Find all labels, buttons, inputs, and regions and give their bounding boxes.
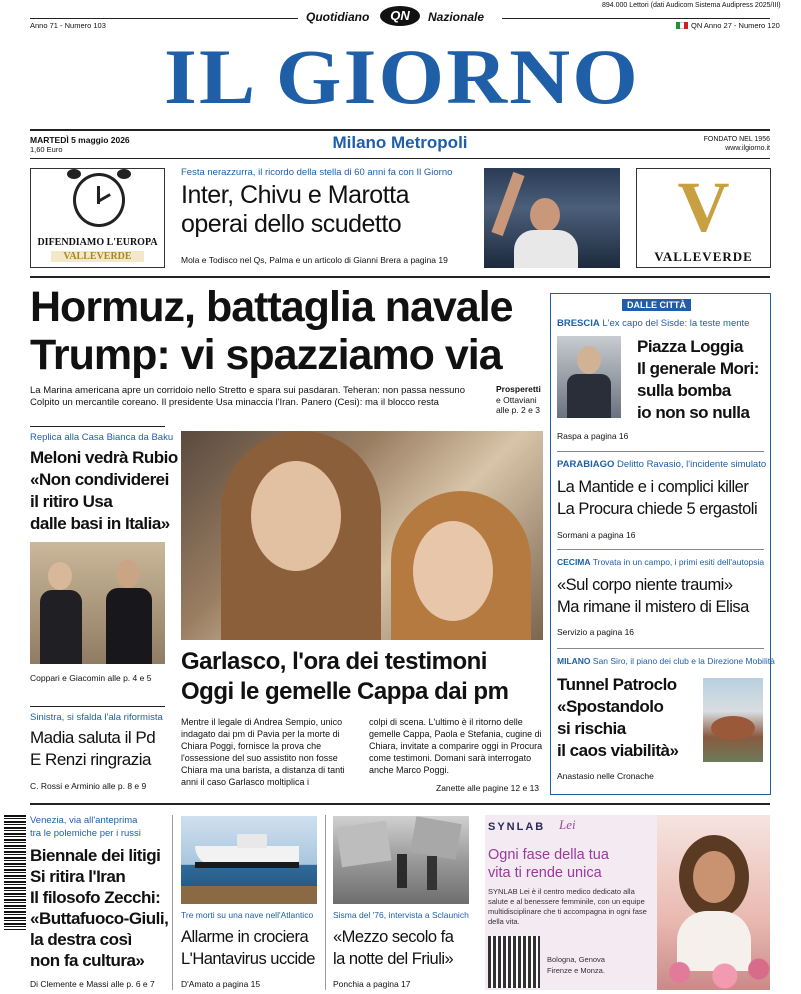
parabiago-place: PARABIAGO — [557, 459, 615, 470]
barcode — [4, 815, 26, 930]
crociera-headline-1[interactable]: Allarme in crociera — [181, 928, 309, 946]
san-siro-photo — [703, 678, 763, 762]
brescia-headline-3[interactable]: sulla bomba — [637, 381, 731, 400]
synlab-ad[interactable] — [485, 815, 770, 990]
milano-place: MILANO — [557, 656, 591, 666]
milano-headline-1[interactable]: Tunnel Patroclo — [557, 675, 677, 694]
cecima-kicker: Trovata in un campo, i primi esiti dell'autopsia — [592, 557, 765, 567]
top-story-credit: Mola e Todisco nel Qs, Palma e un articolo di Gianni Brera a pagina 19 — [181, 255, 448, 265]
qr-code[interactable] — [488, 936, 540, 988]
friuli-headline-2[interactable]: la notte del Friuli» — [333, 950, 454, 968]
synlab-headline-2: vita ti rende unica — [488, 865, 602, 881]
lead-summary-1: La Marina americana apre un corridoio nello Stretto e spara sui pasdaran. Teheran: non passa nessuno — [30, 385, 465, 396]
issue-number-left: Anno 71 - Numero 103 — [30, 21, 106, 30]
edition-name: Milano Metropoli — [332, 133, 468, 152]
city-box-label: DALLE CITTÀ — [622, 299, 691, 311]
meloni-headline-4[interactable]: dalle basi in Italia» — [30, 514, 170, 533]
milano-credit: Anastasio nelle Cronache — [557, 771, 654, 781]
garlasco-headline-1[interactable]: Garlasco, l'ora dei testimoni — [181, 648, 487, 675]
brescia-kicker: L'ex capo del Sisde: la teste mente — [602, 318, 750, 329]
synlab-headline-1: Ogni fase della tua — [488, 847, 609, 863]
garlasco-credit: Zanette alle pagine 12 e 13 — [436, 783, 540, 793]
top-story-headline-1[interactable]: Inter, Chivu e Marotta — [181, 181, 410, 209]
synlab-brand-script: Lei — [559, 817, 576, 832]
lead-headline-1[interactable]: Hormuz, battaglia navale — [30, 283, 513, 331]
meloni-photo — [30, 542, 165, 664]
website[interactable]: www.ilgiorno.it — [725, 145, 770, 152]
madia-headline-2[interactable]: E Renzi ringrazia — [30, 750, 151, 769]
meloni-headline-1[interactable]: Meloni vedrà Rubio — [30, 448, 178, 467]
qn-label-right: Nazionale — [428, 10, 485, 24]
milano-headline-4[interactable]: il caos viabilità» — [557, 741, 679, 760]
venezia-headline-5[interactable]: la destra così — [30, 930, 132, 949]
cappa-twins-photo — [181, 431, 543, 640]
synlab-woman-photo — [657, 815, 770, 990]
parabiago-credit: Sormani a pagina 16 — [557, 530, 636, 540]
founded-text: FONDATO NEL 1956 — [703, 136, 770, 143]
meloni-headline-2[interactable]: «Non condividerei — [30, 470, 169, 489]
brescia-headline-2[interactable]: Il generale Mori: — [637, 359, 759, 378]
parabiago-headline-1[interactable]: La Mantide e i complici killer — [557, 478, 749, 496]
venezia-kicker-2: tra le polemiche per i russi — [30, 828, 141, 839]
italian-flag-icon — [676, 22, 688, 29]
cruise-ship-photo — [181, 816, 317, 904]
issue-price: 1,60 Euro — [30, 145, 63, 154]
venezia-headline-1[interactable]: Biennale dei litigi — [30, 846, 161, 865]
friuli-earthquake-photo — [333, 816, 469, 904]
madia-credit: C. Rossi e Arminio alle p. 8 e 9 — [30, 781, 147, 791]
garlasco-headline-2[interactable]: Oggi le gemelle Cappa dai pm — [181, 678, 509, 705]
lead-side-1: Prosperetti — [496, 384, 541, 394]
meloni-kicker: Replica alla Casa Bianca da Baku — [30, 432, 174, 443]
cecima-headline-2[interactable]: Ma rimane il mistero di Elisa — [557, 598, 749, 616]
crociera-headline-2[interactable]: L'Hantavirus uccide — [181, 950, 315, 968]
cecima-place: CECIMA — [557, 557, 591, 567]
qn-label-left: Quotidiano — [306, 10, 370, 24]
friuli-headline-1[interactable]: «Mezzo secolo fa — [333, 928, 454, 946]
synlab-cities-1: Bologna, Genova — [547, 955, 605, 964]
venezia-headline-2[interactable]: Si ritira l'Iran — [30, 867, 126, 886]
ad-brand-right: VALLEVERDE — [654, 249, 753, 264]
venezia-headline-4[interactable]: «Buttafuoco-Giuli, — [30, 909, 169, 928]
lead-side-3: alle p. 2 e 3 — [496, 405, 540, 415]
top-story-headline-2[interactable]: operai dello scudetto — [181, 210, 402, 238]
parabiago-kicker: Delitto Ravasio, l'incidente simulato — [617, 459, 767, 470]
valleverde-ad-left[interactable] — [30, 168, 165, 268]
qn-logo: QN — [380, 6, 420, 26]
garlasco-body-left: Mentre il legale di Andrea Sempio, unico indagato dai pm di Pavia per la morte di Chiara Poggi, fornisce la prova che l'ossessione del suo assistito non fosse Chiara ma una barista, a distanza di tanti anni il caso Garlasco moltiplica i — [181, 717, 345, 787]
meloni-credit: Coppari e Giacomin alle p. 4 e 5 — [30, 673, 152, 683]
top-story-kicker: Festa nerazzurra, il ricordo della stella di 60 anni fa con Il Giorno — [181, 167, 453, 178]
crociera-credit: D'Amato a pagina 15 — [181, 979, 261, 989]
issue-number-right: QN Anno 27 - Numero 120 — [691, 21, 780, 30]
lead-side-2: e Ottaviani — [496, 395, 537, 405]
newspaper-title: IL GIORNO — [164, 33, 640, 120]
brescia-headline-1[interactable]: Piazza Loggia — [637, 337, 743, 356]
venezia-credit: Di Clemente e Massi alle p. 6 e 7 — [30, 979, 155, 989]
synlab-cities-2: Firenze e Monza. — [547, 966, 605, 975]
ad-brand: VALLEVERDE — [51, 251, 144, 262]
valleverde-logo: V — [677, 167, 730, 247]
madia-kicker: Sinistra, si sfalda l'ala riformista — [30, 712, 163, 723]
milano-kicker: San Siro, il piano dei club e la Direzione Mobilità — [592, 656, 775, 666]
valleverde-ad-right[interactable] — [636, 168, 771, 268]
synlab-body: SYNLAB Lei è il centro medico dedicato alla salute e al benessere femminile, con un equipe multidisciplinare che ti accompagna in ogni fase della vita. — [488, 887, 647, 926]
mori-photo — [557, 336, 621, 418]
chivu-photo — [484, 168, 620, 268]
ad-slogan: DIFENDIAMO L'EUROPA — [37, 237, 158, 248]
friuli-kicker: Sisma del '76, intervista a Sclaunich — [333, 910, 469, 920]
parabiago-headline-2[interactable]: La Procura chiede 5 ergastoli — [557, 500, 758, 518]
madia-headline-1[interactable]: Madia saluta il Pd — [30, 728, 156, 747]
lead-summary-2: Colpito un mercantile coreano. Il presidente Usa minaccia l'Iran. Panero (Cesi): ma il blocco resta — [30, 397, 439, 408]
alarm-clock-icon — [73, 173, 125, 227]
venezia-kicker-1: Venezia, via all'anteprima — [30, 815, 138, 826]
milano-headline-3[interactable]: si rischia — [557, 719, 626, 738]
lead-headline-2[interactable]: Trump: vi spazziamo via — [30, 331, 502, 379]
crociera-kicker: Tre morti su una nave nell'Atlantico — [181, 910, 314, 920]
issue-date: MARTEDÌ 5 maggio 2026 — [30, 135, 130, 145]
milano-headline-2[interactable]: «Spostandolo — [557, 697, 664, 716]
venezia-headline-6[interactable]: non fa cultura» — [30, 951, 145, 970]
synlab-brand: SYNLAB — [488, 821, 546, 833]
readers-info: 894.000 Lettori (dati Audicom Sistema Audipress 2025/III) — [602, 2, 781, 9]
venezia-headline-3[interactable]: Il filosofo Zecchi: — [30, 888, 161, 907]
garlasco-body-right: colpi di scena. L'ultimo è il ritorno delle gemelle Cappa, Paola e Stefania, cugine di Chiara, invitate a comparire oggi in Procura come testimoni. Domani sarà interrogato anche Marco Poggi. — [369, 717, 543, 775]
brescia-place: BRESCIA — [557, 318, 600, 329]
brescia-headline-4[interactable]: io non so nulla — [637, 403, 750, 422]
friuli-credit: Ponchia a pagina 17 — [333, 979, 411, 989]
meloni-headline-3[interactable]: il ritiro Usa — [30, 492, 113, 511]
cecima-headline-1[interactable]: «Sul corpo niente traumi» — [557, 576, 733, 594]
brescia-credit: Raspa a pagina 16 — [557, 431, 629, 441]
cecima-credit: Servizio a pagina 16 — [557, 627, 635, 637]
